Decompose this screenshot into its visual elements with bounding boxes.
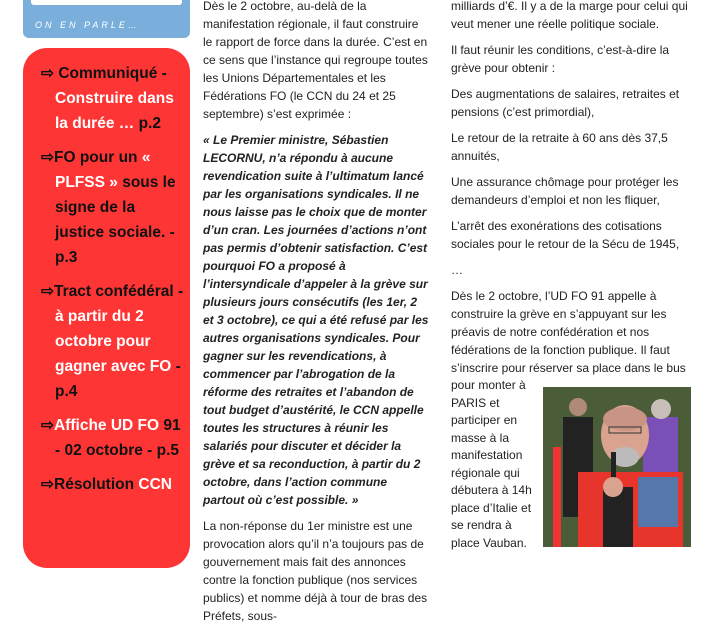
ccn-quote: « Le Premier ministre, Sébastien LECORNU, n’a répondu à aucune revendication suite à l’ultimatum lancé par les organisations syndicales. Il ne nous laisse pas le choix que de monter d’un cran. Les journées d’actions n’ont pas permis d’obtenir satisfaction. C’est pourquoi FO a proposé à l’intersyndicale d’appeler à la grève sur plusieurs jours consécutifs (les 1er, 2 et 3 octobre), ce qui a été refusé par les autres organisations syndicales. Pour gagner sur les revendications, à commencer par l’abrogation de la réforme des retraites et l’abandon de tout budget d’austérité, le CCN appelle toutes les structures à réunir les salariés pour discuter et décider la grève et sa reconduction, à partir du 2 octobre, dans l’action commune partout où c’est possible. » xyxy=(203,133,429,507)
middle-column xyxy=(203,0,431,633)
summary-item-plfss[interactable] xyxy=(41,145,186,270)
header-image-frame xyxy=(31,0,182,5)
arrow-icon: ⇨ xyxy=(41,65,54,82)
item-text: Tract confédéral - xyxy=(54,283,184,300)
demand-item: Une assurance chômage pour protéger les demandeurs d’emploi et non les fliquer, xyxy=(451,175,679,207)
paragraph: milliards d’€. Il y a de la marge pour celui qui veut mener une réelle politique sociale. xyxy=(451,0,688,31)
item-text: à partir du 2 octobre pour gagner avec FO xyxy=(55,308,172,375)
summary-sidebar xyxy=(23,48,190,568)
summary-item-tract[interactable] xyxy=(41,279,186,404)
paragraph: La non-réponse du 1er ministre est une provocation alors qu’il n’a toujours pas de gouvernement mais fait des annonces contre la fonction publique (nos services publics) et nomme déjà à tour de bras des Préfets, sous- xyxy=(203,519,428,623)
item-text: Communiqué - xyxy=(58,65,167,82)
item-page: p.2 xyxy=(138,115,161,132)
arrow-icon: ⇨ xyxy=(41,417,54,434)
on-en-parle-header xyxy=(23,0,190,38)
protest-speaker-photo xyxy=(543,387,691,547)
demand-item: Des augmentations de salaires, retraites et pensions (c’est primordial), xyxy=(451,87,680,119)
paragraph: Dès le 2 octobre, l’UD FO 91 appelle à construire la grève en s’appuyant sur les préavis de notre confédération et nos fédérations de la fonction publique. Il faut s’inscrire pour réserver sa place dans le bus xyxy=(451,289,686,375)
bus-paragraph: pour monter à PARIS et participer en masse à la manifestation régionale qui débutera à 14h place d’Italie et se rendra à place Vauban. xyxy=(451,378,532,550)
demand-item: Le retour de la retraite à 60 ans dès 37,5 annuités, xyxy=(451,131,668,163)
right-column xyxy=(451,0,691,552)
item-text: Résolution xyxy=(54,476,135,493)
arrow-icon: ⇨ xyxy=(41,476,54,493)
arrow-icon: ⇨ xyxy=(41,149,54,166)
item-text: Construire dans la durée … xyxy=(55,90,174,132)
summary-item-affiche[interactable] xyxy=(41,413,186,463)
item-text: FO pour un xyxy=(54,149,138,166)
summary-item-communique[interactable] xyxy=(41,61,186,136)
ellipsis: … xyxy=(451,263,463,277)
paragraph: Il faut réunir les conditions, c’est-à-dire la grève pour obtenir : xyxy=(451,43,670,75)
paragraph: Dès le 2 octobre, au-delà de la manifestation régionale, il faut construire le rapport de force dans la durée. C’est en ce sens que l’instance qui regroupe toutes les Unions Départementales et les Fédérations FO (le CCN du 24 et 25 septembre) s’est exprimée : xyxy=(203,0,428,121)
item-text: « PLFSS » xyxy=(55,149,151,191)
item-page: - p.4 xyxy=(55,358,181,400)
demand-item: L’arrêt des exonérations des cotisations sociales pour le retour de la Sécu de 1945, xyxy=(451,219,680,251)
item-text: Affiche UD FO xyxy=(54,417,160,434)
item-text: CCN xyxy=(138,476,172,493)
item-text: 91 - 02 octobre - p.5 xyxy=(55,417,181,459)
summary-item-resolution[interactable] xyxy=(41,472,186,497)
arrow-icon: ⇨ xyxy=(41,283,54,300)
on-en-parle-label: ON EN PARLE… xyxy=(35,20,140,30)
item-page: sous le signe de la justice sociale. - p.3 xyxy=(55,174,176,266)
